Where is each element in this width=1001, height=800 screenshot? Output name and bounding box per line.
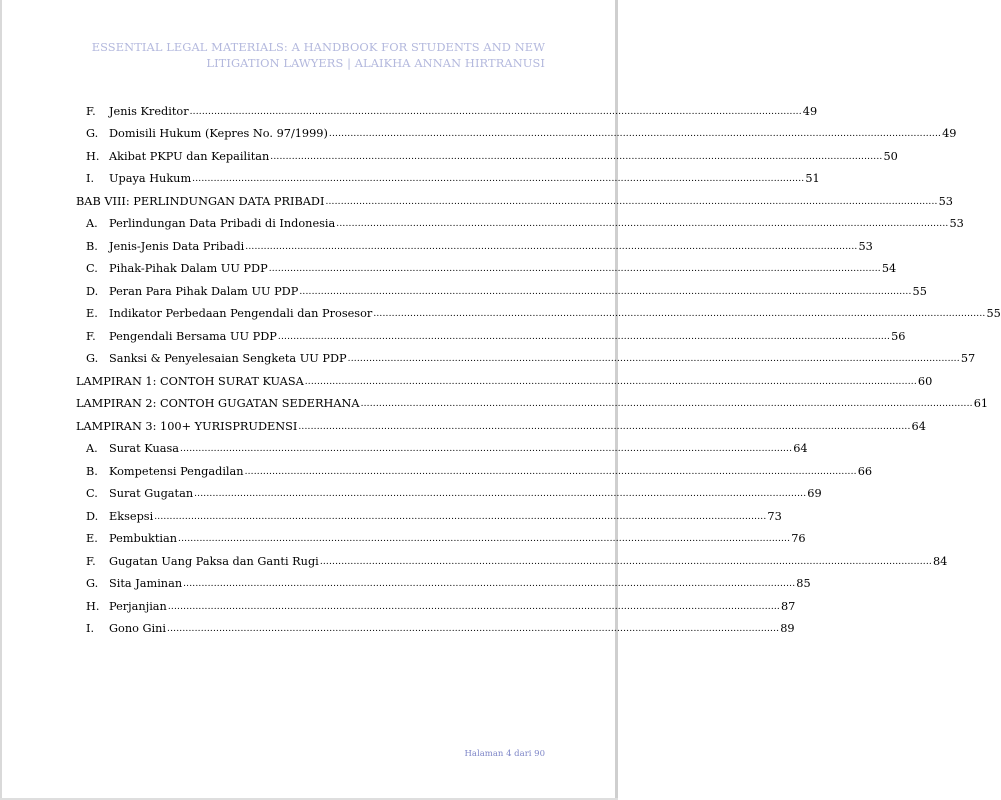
toc-entry-letter: G.	[86, 127, 99, 140]
toc-dot-leader: ........................................................................................................................................................................................................	[299, 286, 912, 297]
toc-entry[interactable]	[76, 500, 782, 523]
toc-dot-leader: ........................................................................................................................................................................................................	[336, 219, 949, 229]
running-header	[65, 39, 545, 71]
toc-dot-leader: ........................................................................................................................................................................................................	[245, 241, 858, 252]
toc-entry-page: 64	[793, 442, 808, 455]
toc-entry-title: Jenis-Jenis Data Pribadi	[109, 239, 245, 253]
toc-entry-page: 49	[942, 127, 957, 140]
toc-entry-title: LAMPIRAN 3: 100+ YURISPRUDENSI	[76, 419, 298, 433]
toc-entry-title: Pembuktian	[109, 532, 178, 545]
toc-entry-page: 53	[949, 217, 964, 230]
page-edge	[0, 0, 2, 800]
toc-dot-leader: ........................................................................................................................................................................................................	[360, 399, 973, 409]
toc-entry[interactable]	[76, 478, 822, 501]
toc-entry-title: Jenis Kreditor	[109, 104, 189, 118]
toc-entry[interactable]	[76, 163, 820, 186]
toc-entry-title: LAMPIRAN 2: CONTOH GUGATAN SEDERHANA	[76, 397, 360, 410]
toc-entry[interactable]	[76, 433, 808, 456]
toc-entry-page: 50	[883, 149, 898, 163]
toc-dot-leader: ........................................................................................................................................................................................................	[277, 331, 891, 342]
toc-entry-title: Upaya Hukum	[109, 172, 192, 185]
toc-entry[interactable]	[76, 545, 948, 568]
toc-dot-leader: ........................................................................................................................................................................................................	[180, 444, 793, 454]
toc-entry[interactable]	[76, 613, 795, 636]
toc-entry-page: 84	[932, 554, 948, 568]
toc-entry-page: 53	[938, 194, 953, 208]
toc-entry-letter: A.	[86, 217, 98, 230]
toc-dot-leader: ........................................................................................................................................................................................................	[347, 354, 960, 364]
toc-entry-title: Peran Para Pihak Dalam UU PDP	[109, 284, 299, 298]
toc-entry-letter: G.	[86, 352, 99, 365]
toc-entry-letter: G.	[86, 577, 99, 590]
toc-entry-page: 56	[891, 329, 906, 343]
page-footer: Halaman 4 dari 90	[464, 749, 545, 759]
toc-entry[interactable]	[76, 140, 898, 163]
toc-entry-title: Eksepsi	[109, 509, 154, 523]
toc-entry[interactable]	[76, 568, 811, 591]
toc-entry-page: 60	[917, 374, 933, 388]
toc-entry[interactable]	[76, 388, 989, 411]
toc-dot-leader: ........................................................................................................................................................................................................	[167, 624, 780, 634]
toc-dot-leader: ........................................................................................................................................................................................................	[189, 106, 802, 117]
toc-entry-title: Sita Jaminan	[109, 577, 183, 590]
toc-entry-title: LAMPIRAN 1: CONTOH SURAT KUASA	[76, 374, 304, 388]
toc-dot-leader: ........................................................................................................................................................................................................	[244, 466, 857, 477]
toc-dot-leader: ........................................................................................................................................................................................................	[325, 196, 938, 207]
toc-dot-leader: ........................................................................................................................................................................................................	[154, 511, 767, 522]
toc-entry[interactable]	[76, 230, 873, 253]
toc-entry-title: Gugatan Uang Paksa dan Ganti Rugi	[109, 554, 319, 568]
toc-entry-page: 57	[960, 352, 976, 365]
toc-entry-title: Perjanjian	[109, 599, 167, 613]
toc-dot-leader: ........................................................................................................................................................................................................	[270, 151, 883, 162]
toc-entry[interactable]	[76, 523, 806, 546]
toc-entry-letter: D.	[86, 284, 99, 298]
toc-entry-title: Pengendali Bersama UU PDP	[109, 329, 277, 343]
toc-entry-title: Surat Gugatan	[109, 487, 194, 500]
toc-entry-page: 69	[807, 487, 822, 500]
header-line-2: LITIGATION LAWYERS | ALAIKHA ANNAN HIRTRANUSI	[206, 56, 545, 70]
toc-entry-title: Pihak-Pihak Dalam UU PDP	[109, 262, 268, 275]
toc-entry[interactable]	[76, 208, 964, 231]
toc-entry-page: 55	[986, 307, 1001, 320]
toc-entry[interactable]	[76, 185, 953, 208]
toc-entry-page: 55	[912, 284, 927, 298]
toc-dot-leader: ........................................................................................................................................................................................................	[298, 421, 911, 432]
toc-entry-title: Gono Gini	[109, 622, 167, 635]
toc-entry[interactable]	[76, 298, 1001, 321]
toc-entry-letter: E.	[86, 532, 98, 545]
toc-dot-leader: ........................................................................................................................................................................................................	[167, 601, 780, 612]
toc-entry[interactable]	[76, 320, 906, 343]
toc-entry-page: 64	[911, 419, 926, 433]
toc-entry[interactable]	[76, 275, 927, 298]
toc-entry-page: 87	[781, 599, 796, 613]
toc-entry-title: Kompetensi Pengadilan	[109, 464, 244, 478]
toc-dot-leader: ........................................................................................................................................................................................................	[373, 309, 986, 319]
toc-entry-title: BAB VIII: PERLINDUNGAN DATA PRIBADI	[76, 194, 325, 208]
toc-entry-page: 51	[805, 172, 820, 185]
toc-entry-letter: F.	[86, 104, 96, 118]
toc-entry-page: 76	[791, 532, 806, 545]
toc-entry-letter: B.	[86, 239, 98, 253]
toc-entry-letter: C.	[86, 487, 98, 500]
toc-entry-page: 89	[780, 622, 795, 635]
toc-entry-title: Akibat PKPU dan Kepailitan	[109, 149, 270, 163]
toc-entry[interactable]	[76, 343, 976, 366]
toc-dot-leader: ........................................................................................................................................................................................................	[304, 376, 917, 387]
toc-dot-leader: ........................................................................................................................................................................................................	[183, 579, 796, 589]
toc-entry[interactable]	[76, 95, 818, 118]
header-line-1: ESSENTIAL LEGAL MATERIALS: A HANDBOOK FOR STUDENTS AND NEW	[91, 40, 545, 54]
toc-entry[interactable]	[76, 590, 796, 613]
toc-entry[interactable]	[76, 455, 873, 478]
toc-entry[interactable]	[76, 253, 897, 276]
toc-dot-leader: ........................................................................................................................................................................................................	[319, 556, 932, 567]
toc-entry[interactable]	[76, 410, 926, 433]
toc-entry-page: 66	[857, 464, 873, 478]
toc-entry-title: Sanksi & Penyelesaian Sengketa UU PDP	[109, 352, 347, 365]
toc-entry-letter: H.	[86, 149, 100, 163]
toc-entry-title: Domisili Hukum (Kepres No. 97/1999)	[109, 127, 328, 140]
toc-entry-letter: C.	[86, 262, 98, 275]
toc-entry-page: 61	[973, 397, 989, 410]
toc-entry[interactable]	[76, 365, 933, 388]
toc-dot-leader: ........................................................................................................................................................................................................	[194, 489, 807, 499]
toc-entry-letter: B.	[86, 464, 98, 478]
toc-entry-page: 49	[802, 104, 818, 118]
toc-dot-leader: ........................................................................................................................................................................................................	[268, 264, 881, 274]
toc-entry-letter: A.	[86, 442, 98, 455]
table-of-contents	[76, 95, 1001, 635]
toc-entry[interactable]	[76, 118, 957, 141]
toc-entry-letter: F.	[86, 554, 96, 568]
toc-entry-letter: F.	[86, 329, 96, 343]
toc-dot-leader: ........................................................................................................................................................................................................	[192, 174, 805, 184]
toc-entry-page: 54	[881, 262, 897, 275]
toc-dot-leader: ........................................................................................................................................................................................................	[178, 534, 791, 544]
toc-entry-letter: E.	[86, 307, 98, 320]
toc-entry-letter: D.	[86, 509, 99, 523]
toc-entry-title: Perlindungan Data Pribadi di Indonesia	[109, 217, 336, 230]
toc-entry-page: 53	[858, 239, 873, 253]
toc-entry-letter: H.	[86, 599, 100, 613]
toc-entry-title: Surat Kuasa	[109, 442, 180, 455]
toc-entry-letter: I.	[86, 622, 95, 635]
toc-entry-page: 73	[767, 509, 782, 523]
toc-entry-page: 85	[796, 577, 811, 590]
toc-entry-letter: I.	[86, 172, 95, 185]
toc-dot-leader: ........................................................................................................................................................................................................	[328, 129, 942, 139]
toc-entry-title: Indikator Perbedaan Pengendali dan Prosesor	[109, 307, 373, 320]
